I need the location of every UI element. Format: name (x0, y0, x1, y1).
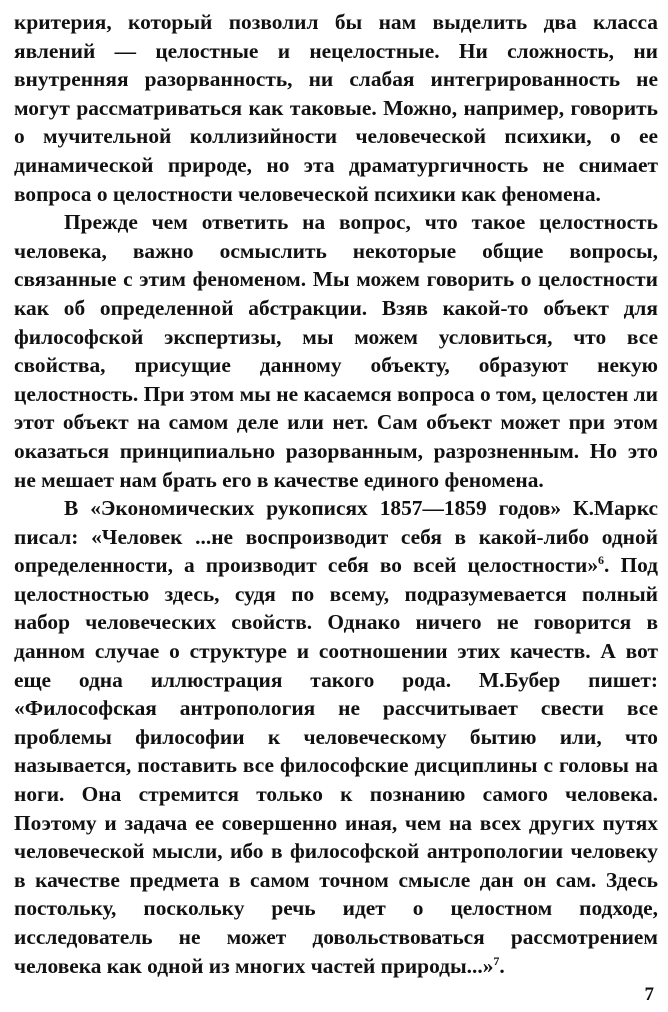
paragraph-3-text-start: В «Экономических рукописях 1857—1859 годов» К.Маркс писал: «Человек ...не воспроизводит себя в какой-либо одной определенности, а производит себя во всей целостности» (14, 496, 658, 578)
page-number: 7 (644, 984, 654, 1005)
footnote-ref-6: 6 (598, 553, 605, 568)
paragraph-3 (14, 494, 658, 980)
footnote-ref-7: 7 (493, 953, 500, 968)
paragraph-3-text-middle: . Под целостностью здесь, судя по всему, подразумевается полный набор человеческих свойств. Однако ничего не говорится в данном случае о структуре и соотношении этих качеств. А вот еще одна иллюстрация такого рода. М.Бубер пишет: «Философская антропология не рассчитывает свести все проблемы философии к человеческому бытию или, что называется, поставить все философские дисциплины с головы на ноги. Она стремится только к познанию самого человека. Поэтому и задача ее совершенно иная, чем на всех других путях человеческой мысли, ибо в философской антропологии человеку в качестве предмета в самом точном смысле дан он сам. Здесь постольку, поскольку речь идет о целостном подходе, исследователь не может довольствоваться рассмотрением человека как одной из многих частей природы...» (14, 553, 658, 978)
page-body (14, 8, 658, 980)
paragraph-2: Прежде чем ответить на вопрос, что такое целостность человека, важно осмыслить некоторые общие вопросы, связанные с этим феноменом. Мы можем говорить о целостности как об определенной абстракции. Взяв какой-то объект для философской экспертизы, мы можем условиться, что все свойства, присущие данному объекту, образуют некую целостность. При этом мы не касаемся вопроса о том, целостен ли этот объект на самом деле или нет. Сам объект может при этом оказаться принципиально разорванным, разрозненным. Но это не мешает нам брать его в качестве единого феномена. (14, 210, 658, 492)
paragraph-3-text-end: . (499, 953, 505, 978)
paragraph-1: критерия, который позволил бы нам выделить два класса явлений — целостные и нецелостные. Ни сложность, ни внутренняя разорванность, ни слабая интегрированность не могут рассматриваться как таковые. Можно, например, говорить о мучительной коллизийности человеческой психики, о ее динамической природе, но эта драматургичность не снимает вопроса о целостности человеческой психики как феномена. (14, 10, 658, 206)
